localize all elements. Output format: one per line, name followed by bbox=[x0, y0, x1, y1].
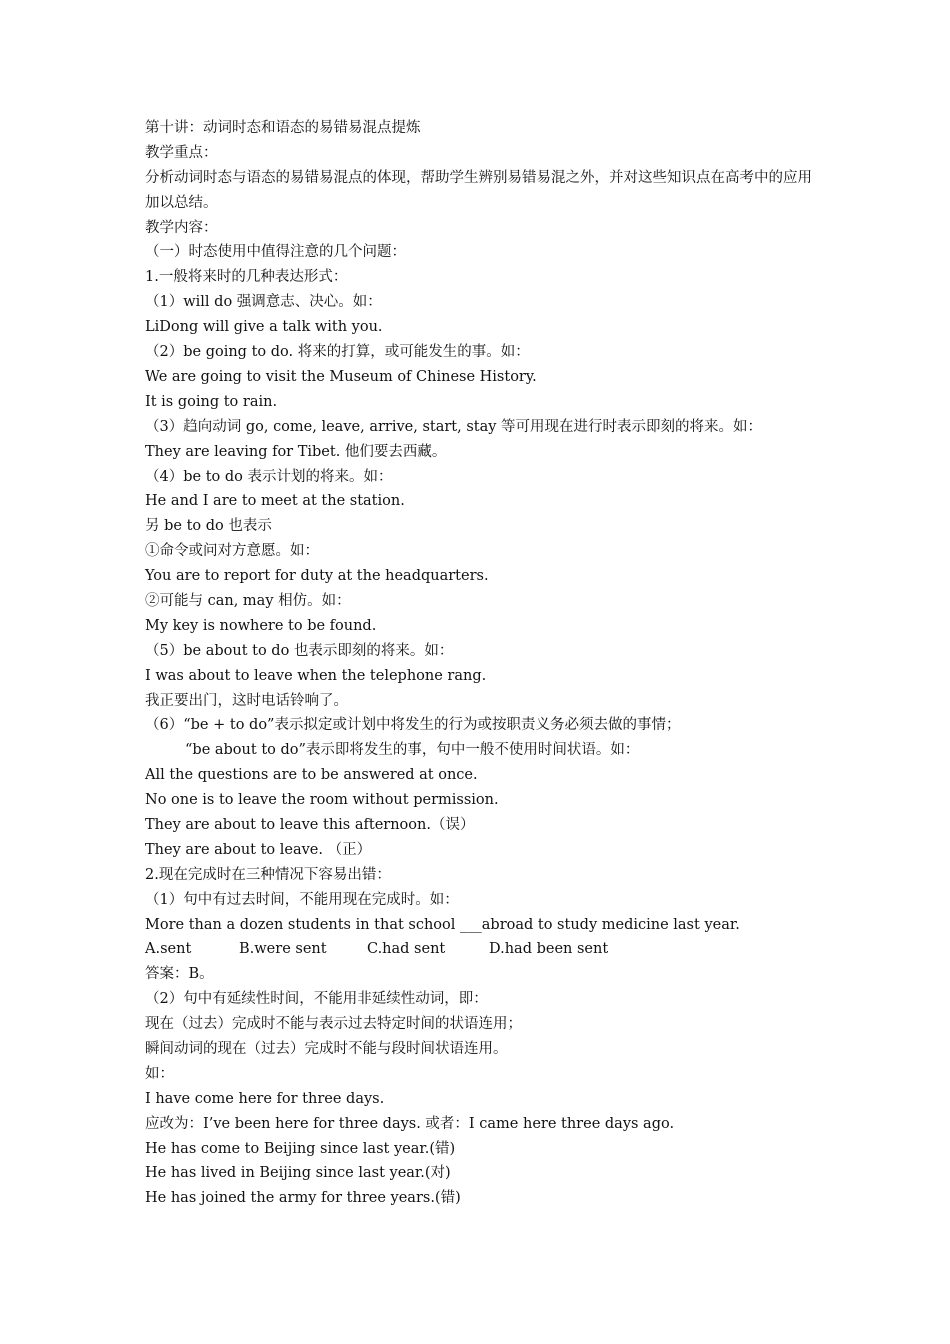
going-to-example-1: We are going to visit the Museum of Chinese History. bbox=[145, 368, 537, 385]
past-time-rule: （1）句中有过去时间，不能用现在完成时。如： bbox=[145, 891, 459, 908]
document-body bbox=[145, 116, 825, 1211]
possible-example: My key is nowhere to be found. bbox=[145, 617, 377, 634]
motion-verbs-rule: （3）趋向动词 go, come, leave, arrive, start, stay 等可用现在进行时表示即刻的将来。如： bbox=[145, 418, 763, 435]
order-rule: ①命令或问对方意愿。如： bbox=[145, 543, 319, 560]
duration-example-1-fix: 应改为：I’ve been here for three days. 或者：I came here three days ago. bbox=[145, 1115, 675, 1132]
option-a: A.sent bbox=[145, 941, 192, 958]
content-heading: 教学内容： bbox=[145, 219, 218, 236]
duration-example-1: I have come here for three days. bbox=[145, 1090, 385, 1107]
future-forms-heading: 1.一般将来时的几种表达形式： bbox=[145, 269, 348, 286]
about-to-example: I was about to leave when the telephone rang. bbox=[145, 667, 487, 684]
exercise-options bbox=[145, 937, 825, 962]
duration-rule: （2）句中有延续性时间，不能用非延续性动词，即： bbox=[145, 991, 488, 1008]
option-b: B.were sent bbox=[239, 941, 327, 958]
compare-example-1: All the questions are to be answered at once. bbox=[145, 767, 478, 784]
exercise-question: More than a dozen students in that school ___abroad to study medicine last year. bbox=[145, 916, 740, 933]
duration-rule-1: 现在（过去）完成时不能与表示过去特定时间的状语连用； bbox=[145, 1016, 522, 1033]
order-example: You are to report for duty at the headquarters. bbox=[145, 568, 489, 585]
duration-example-3: He has lived in Beijing since last year.(对) bbox=[145, 1165, 451, 1182]
going-to-example-2: It is going to rain. bbox=[145, 393, 278, 410]
will-do-example: LiDong will give a talk with you. bbox=[145, 319, 383, 336]
focus-text: 分析动词时态与语态的易错易混点的体现，帮助学生辨别易错易混之外，并对这些知识点在高考中的应用加以总结。 bbox=[145, 169, 812, 211]
compare-rule-1: （6）“be + to do”表示拟定或计划中将发生的行为或按职责义务必须去做的事情； bbox=[145, 717, 681, 734]
compare-rule-2: “be about to do”表示即将发生的事，句中一般不使用时间状语。如： bbox=[185, 742, 640, 759]
motion-verbs-example: They are leaving for Tibet. 他们要去西藏。 bbox=[145, 443, 447, 460]
compare-example-3: They are about to leave this afternoon.（误） bbox=[145, 816, 475, 833]
be-to-also: 另 be to do 也表示 bbox=[145, 518, 272, 535]
option-d: D.had been sent bbox=[489, 941, 609, 958]
perfect-errors-heading: 2.现在完成时在三种情况下容易出错： bbox=[145, 866, 391, 883]
compare-example-4: They are about to leave. （正） bbox=[145, 841, 372, 858]
exercise-answer: 答案：B。 bbox=[145, 966, 214, 983]
possible-rule: ②可能与 can, may 相仿。如： bbox=[145, 592, 351, 609]
duration-rule-2: 瞬间动词的现在（过去）完成时不能与段时间状语连用。 bbox=[145, 1040, 508, 1057]
about-to-rule: （5）be about to do 也表示即刻的将来。如： bbox=[145, 642, 454, 659]
duration-example-2: He has come to Beijing since last year.(错) bbox=[145, 1140, 456, 1157]
going-to-rule: （2）be going to do. 将来的打算，或可能发生的事。如： bbox=[145, 344, 530, 361]
will-do-rule: （1）will do 强调意志、决心。如： bbox=[145, 294, 382, 311]
lecture-title: 第十讲：动词时态和语态的易错易混点提炼 bbox=[145, 120, 421, 136]
for-example-label: 如： bbox=[145, 1065, 174, 1082]
be-to-rule: （4）be to do 表示计划的将来。如： bbox=[145, 468, 393, 485]
focus-heading: 教学重点： bbox=[145, 144, 218, 161]
section-heading: （一）时态使用中值得注意的几个问题： bbox=[145, 244, 406, 261]
about-to-translation: 我正要出门，这时电话铃响了。 bbox=[145, 692, 348, 709]
duration-example-4: He has joined the army for three years.(错) bbox=[145, 1190, 461, 1207]
compare-example-2: No one is to leave the room without permission. bbox=[145, 792, 499, 809]
option-c: C.had sent bbox=[367, 941, 446, 958]
be-to-example: He and I are to meet at the station. bbox=[145, 493, 405, 510]
